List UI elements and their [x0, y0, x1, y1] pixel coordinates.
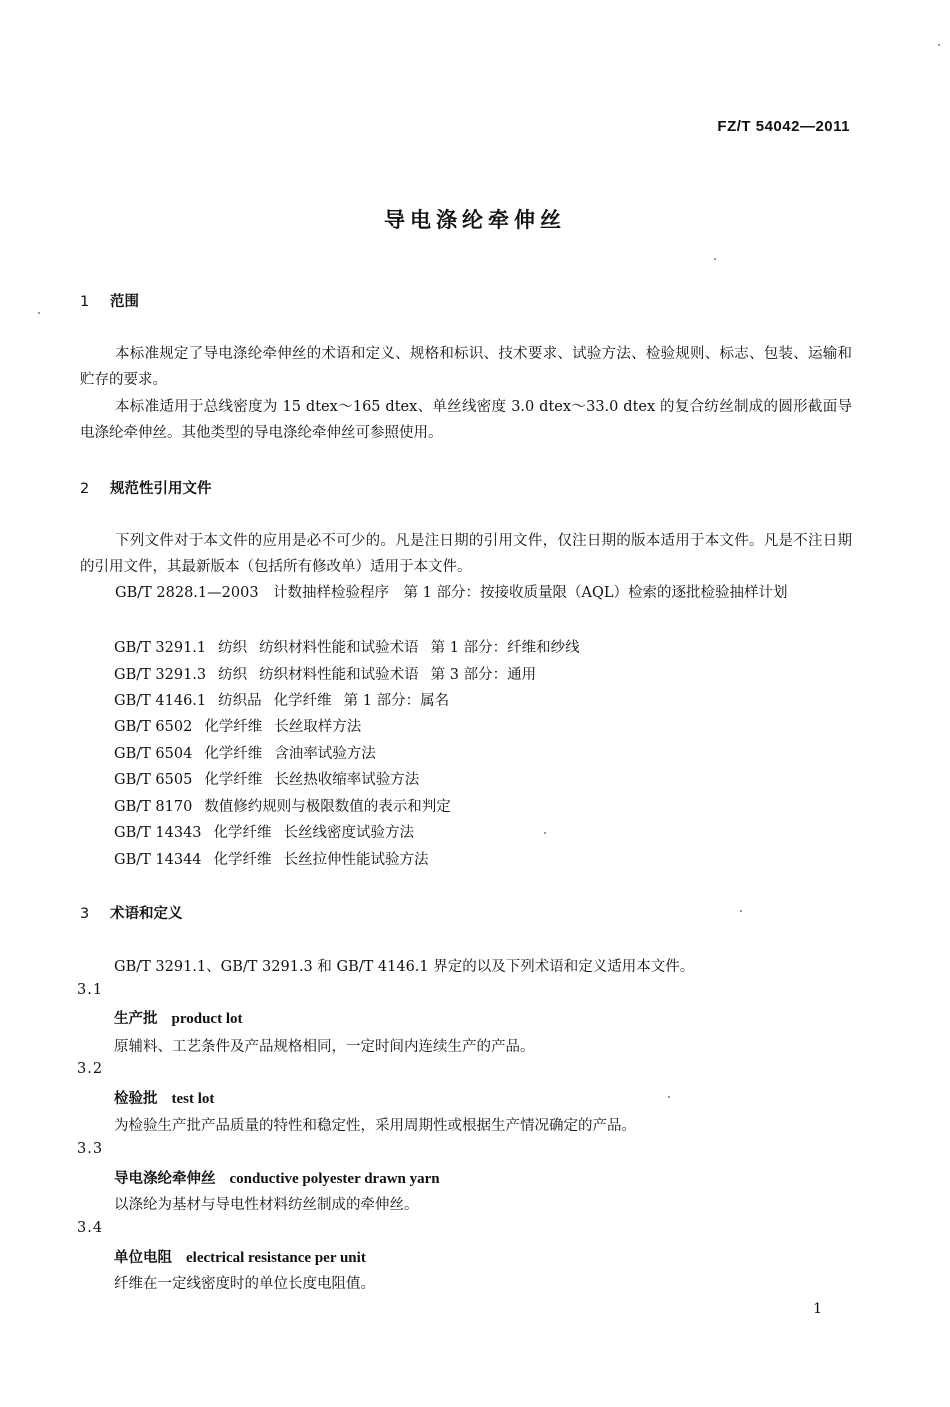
scan-speck	[740, 910, 742, 912]
section-number: 3	[80, 906, 90, 922]
term-heading	[114, 1087, 214, 1108]
reference-item: GB/T 8170 数值修约规则与极限数值的表示和判定	[114, 799, 451, 815]
term-definition: 以涤纶为基材与导电性材料纺丝制成的牵伸丝。	[114, 1197, 419, 1213]
clause-number: 3.2	[77, 1061, 104, 1077]
term-zh: 检验批	[114, 1091, 158, 1107]
reference-code: GB/T 4146.1	[114, 693, 207, 709]
reference-item: GB/T 3291.3 纺织 纺织材料性能和试验术语 第 3 部分：通用	[114, 667, 537, 683]
reference-code: GB/T 3291.3	[114, 667, 207, 683]
section-title: 术语和定义	[110, 906, 183, 922]
reference-item: GB/T 6505 化学纤维 长丝热收缩率试验方法	[114, 772, 420, 788]
scope-paragraph-1: 本标准规定了导电涤纶牵伸丝的术语和定义、规格和标识、技术要求、试验方法、检验规则、标志、包装、运输和贮存的要求。	[80, 346, 852, 388]
scan-speck	[938, 44, 940, 46]
term-definition: 原辅料、工艺条件及产品规格相同，一定时间内连续生产的产品。	[114, 1039, 535, 1055]
term-zh: 生产批	[114, 1011, 158, 1027]
term-heading	[114, 1246, 366, 1267]
term-en: electrical resistance per unit	[186, 1250, 366, 1266]
term-zh: 导电涤纶牵伸丝	[114, 1171, 216, 1187]
reference-item: GB/T 4146.1 纺织品 化学纤维 第 1 部分：属名	[114, 693, 450, 709]
term-definition: 纤维在一定线密度时的单位长度电阻值。	[114, 1276, 375, 1292]
reference-item: GB/T 14343 化学纤维 长丝线密度试验方法	[114, 825, 415, 841]
reference-code: GB/T 6502	[114, 719, 193, 735]
page-number: 1	[813, 1301, 822, 1317]
section-title: 规范性引用文件	[110, 481, 212, 497]
reference-item: GB/T 14344 化学纤维 长丝拉伸性能试验方法	[114, 852, 429, 868]
term-en: test lot	[171, 1091, 215, 1107]
clause-number: 3.3	[77, 1141, 104, 1157]
section-number: 2	[80, 481, 90, 497]
reference-code: GB/T 14344	[114, 852, 202, 868]
reference-item-gbt2828: GB/T 2828.1—2003 计数抽样检验程序 第 1 部分：按接收质量限（AQL）检索的逐批检验抽样计划	[115, 585, 788, 601]
standard-code: FZ/T 54042—2011	[717, 118, 850, 135]
terms-intro: GB/T 3291.1、GB/T 3291.3 和 GB/T 4146.1 界定的以及下列术语和定义适用本文件。	[114, 959, 695, 975]
reference-code: GB/T 14343	[114, 825, 202, 841]
references-intro: 下列文件对于本文件的应用是必不可少的。凡是注日期的引用文件，仅注日期的版本适用于本文件。凡是不注日期的引用文件，其最新版本（包括所有修改单）适用于本文件。	[80, 533, 852, 575]
section-2-heading	[80, 477, 212, 498]
term-heading	[114, 1007, 242, 1028]
term-en: conductive polyester drawn yarn	[229, 1171, 440, 1187]
reference-item: GB/T 6504 化学纤维 含油率试验方法	[114, 746, 376, 762]
scope-paragraph-2: 本标准适用于总线密度为 15 dtex～165 dtex、单丝线密度 3.0 dtex～33.0 dtex 的复合纺丝制成的圆形截面导电涤纶牵伸丝。其他类型的导电涤纶牵伸丝可参照使用。	[80, 399, 852, 441]
section-1-heading	[80, 290, 139, 311]
term-en: product lot	[171, 1011, 243, 1027]
reference-code: GB/T 8170	[114, 799, 193, 815]
reference-item: GB/T 3291.1 纺织 纺织材料性能和试验术语 第 1 部分：纤维和纱线	[114, 640, 580, 656]
scan-speck	[668, 1096, 670, 1098]
document-title: 导电涤纶牵伸丝	[384, 208, 566, 232]
scan-speck	[714, 258, 716, 260]
scan-speck	[544, 832, 546, 834]
term-heading	[114, 1167, 440, 1188]
section-3-heading	[80, 902, 183, 923]
scan-speck	[38, 312, 40, 314]
section-number: 1	[80, 294, 90, 310]
reference-code: GB/T 6505	[114, 772, 193, 788]
reference-code: GB/T 6504	[114, 746, 193, 762]
reference-code: GB/T 3291.1	[114, 640, 207, 656]
clause-number: 3.1	[77, 982, 104, 998]
term-definition: 为检验生产批产品质量的特性和稳定性，采用周期性或根据生产情况确定的产品。	[114, 1118, 636, 1134]
reference-item: GB/T 6502 化学纤维 长丝取样方法	[114, 719, 362, 735]
term-zh: 单位电阻	[114, 1250, 172, 1266]
clause-number: 3.4	[77, 1220, 104, 1236]
section-title: 范围	[110, 294, 139, 310]
